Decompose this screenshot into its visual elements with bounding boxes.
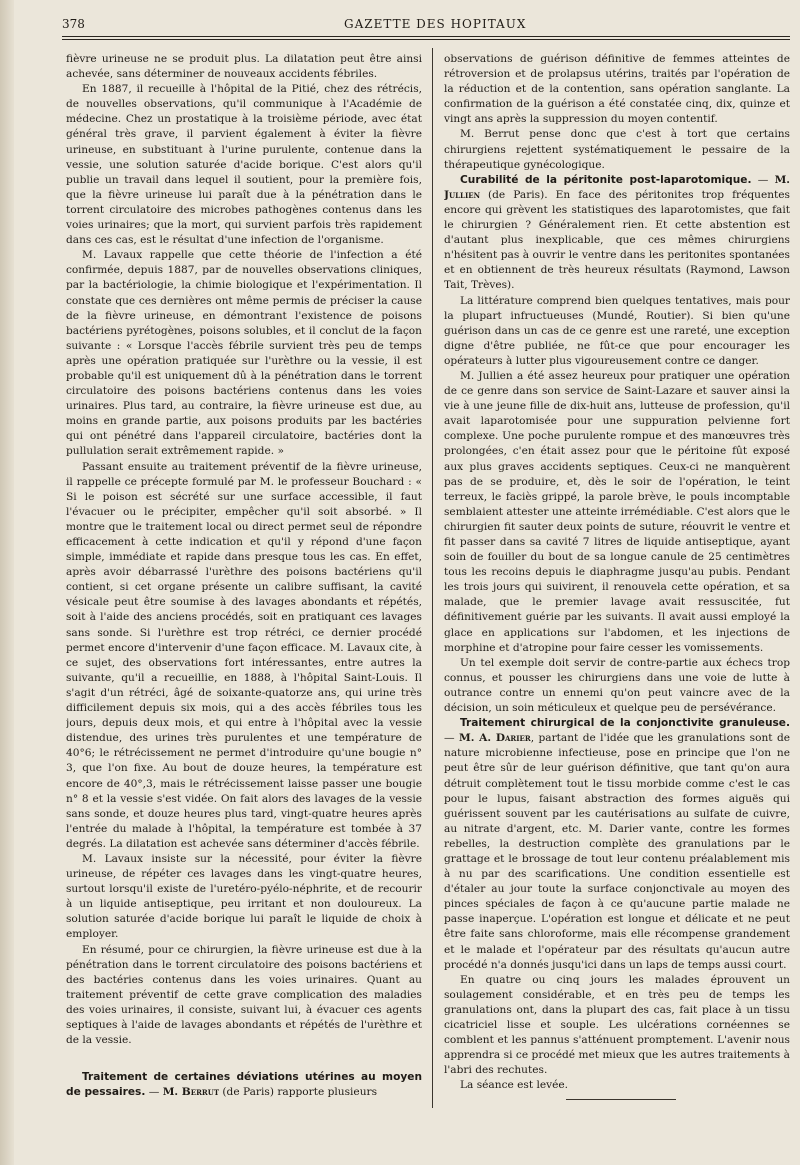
section-title: Curabilité de la péritonite post-laparotomique. [460,173,752,186]
column-divider [432,48,433,1108]
paragraph: Un tel exemple doit servir de contre-partie aux échecs trop connus, et pousser les chirurgiens dans une voie de lutte à outrance contre un ennemi qu'on peut vaincre avec de la décision, un soin méticuleux et quelque peu de persévérance. [444,656,790,715]
section-author: M. Jullien [444,173,790,201]
paragraph: En résumé, pour ce chirurgien, la fièvre urineuse est due à la pénétration dans le torrent circulatoire des poisons bactériens et des bactéries contenus dans les voies urinaires. Quant au traitement préventif de cette grave complication des maladies des voies urinaires, il consiste, suivant lui, à évacuer ces agents septiques à l'aide de lavages abondants et répétés de l'urèthre et de la vessie. [66,943,422,1047]
running-title: GAZETTE DES HOPITAUX [344,17,527,31]
section-text: (de Paris). En face des péritonites trop fréquentes encore qui grèvent les statistiques des laparotomistes, que fait le chirurgien ? Généralement rien. Et cette abstention est d'autant plus inexplicable, que ces mêmes chirurgiens n'hésitent pas à ouvrir le ventre dans les peritonites spontanées et en obtiennent de très heureux résultats (Raymond, Lawson Tait, Trèves). [444,188,790,292]
end-rule [566,1099,676,1100]
paragraph: En 1887, il recueille à l'hôpital de la Pitié, chez des rétrécis, de nouvelles observations, qu'il communique à l'Académie de médecine. Chez un prostatique à la troisième période, avec état général très grave, il parvient également à éviter la fièvre urineuse, en substituant à l'urine purulente, contenue dans la vessie, une solution saturée d'acide borique. C'est alors qu'il publie un travail dans lequel il soutient, pour la première fois, que la fièvre urineuse lui paraît due à la pénétration dans le torrent circulatoire des microbes pathogènes contenus dans les voies urinaires; que la mort, qui survient parfois très rapidement dans ces cas, est le résultat d'une infection de l'organisme. [66,83,422,247]
section-text: (de Paris) rapporte plusieurs [219,1086,378,1099]
header-rule [62,39,790,40]
paragraph: M. Jullien a été assez heureux pour pratiquer une opération de ce genre dans son service de Saint-Lazare et sauver ainsi la vie à une jeune fille de dix-huit ans, lutteuse de profession, qu'il avait laparotomisée pour une suppuration pelvienne fort complexe. Une poche purulente rompue et des manœuvres très prolongées, c'en était assez pour que le péritoine fût exposé aux plus graves accidents septiques. Ceux-ci ne manquèrent pas de se produire, et, dès le soir de l'opération, le teint terreux, le faciès grippé, la parole brève, le pouls incomptable semblaient attester une atteinte irrémédiable. C'est alors que le chirurgien fit sauter deux points de suture, réouvrit le ventre et fit passer dans sa cavité 7 litres de liquide antiseptique, ayant soin de fouiller du bout de sa longue canule de 25 centimètres tous les recoins depuis le diaphragme jusqu'au pubis. Pendant les trois jours qui suivirent, il renouvela cette opération, et sa malade, que le premier lavage avait ressuscitée, fut définitivement guérie par les suivants. Il avait aussi employé la glace en applications sur l'abdomen, et les injections de morphine et d'atropine pour faire cesser les vomissements. [444,369,790,654]
paragraph: Passant ensuite au traitement préventif de la fièvre urineuse, il rappelle ce précepte formulé par M. le professeur Bouchard : « Si le poison est sécrété sur une surface accessible, il faut l'évacuer ou le précipiter, empêcher qu'il soit absorbé. » Il montre que le traitement local ou direct permet seul de répondre efficacement à cette indication et qu'il y répond d'une façon simple, immédiate et rapide dans presque tous les cas. En effet, après avoir débarrassé l'urèthre des poisons bactériens qu'il contient, si cet organe présente un calibre suffisant, la cavité vésicale peut être soumise à des lavages abondants et répétés, soit à l'aide des anciens procédés, soit en pratiquant ces lavages sans sonde. Si l'urèthre est trop rétréci, ce dernier procédé permet encore d'intervenir d'une façon efficace. M. Lavaux cite, à ce sujet, des observations fort intéressantes, entre autres la suivante, qu'il a recueillie, en 1888, à l'hôpital Saint-Louis. Il s'agit d'un rétréci, âgé de soixante-quatorze ans, qui urine très difficilement depuis six mois, qui a des accès fébriles tous les jours, depuis deux mois, et qui entre à l'hôpital avec la vessie distendue, des urines très purulentes et une température de 40°6; le rétrécissement ne permet d'introduire qu'une bougie n° 3, que l'on fixe. Au bout de douze heures, la température est encore de 40°,3, mais le rétrécissement laisse passer une bougie n° 8 et la vessie s'est vidée. On fait alors des lavages de la vessie sans sonde, et douze heures plus tard, vingt-quatre heures après l'entrée du malade à l'hôpital, la température est tombée à 37 degrés. La dilatation est achevée sans déterminer d'accès fébrile. [66,460,422,850]
binding-edge [0,0,14,1165]
right-column [444,52,790,1132]
section-author: M. A. Darier [459,732,531,745]
section-dash: — [145,1086,163,1099]
paragraph: M. Berrut pense donc que c'est à tort que certains chirurgiens rejettent systématiquement le pessaire de la thérapeutique gynécologique. [444,128,790,171]
section-text: , partant de l'idée que les granulations sont de nature microbienne infectieuse, pose en principe que l'on ne peut être sûr de leur guérison définitive, que tant qu'on aura détruit complètement tout le tissu morbide comme c'est le cas pour le lupus, faisant abstraction des formes aiguës qui guérissent souvent par les cautérisations au sulfate de cuivre, au nitrate d'argent, etc. M. Darier vante, contre les formes rebelles, la destruction complète des granulations par le grattage et le brossage de tout leur contenu préalablement mis à nu par des scarifications. Une condition essentielle est d'étaler au jour toute la surface conjonctivale au moyen des pinces spéciales de façon à ce qu'aucune partie malade ne passe inaperçue. L'opération est longue et délicate et ne peut être faite sans chloroforme, mais elle récompense grandement et le malade et l'opérateur par des résultats qu'aucun autre procédé n'a donnés jusqu'ici dans un laps de temps aussi court. [444,732,790,971]
closing-line: La séance est levée. [460,1079,569,1092]
section-peritonite [444,173,790,294]
paragraph: M. Lavaux insiste sur la nécessité, pour éviter la fièvre urineuse, de répéter ces lavages dans les vingt-quatre heures, surtout lorsqu'il existe de l'uretéro-pyélo-néphrite, et de recourir à un liquide antiseptique, peu irritant et non douloureux. La solution saturée d'acide borique lui paraît le liquide de choix à employer. [66,852,422,941]
paragraph: fièvre urineuse ne se produit plus. La dilatation peut être ainsi achevée, sans déterminer de nouveaux accidents fébriles. [66,53,422,81]
section-title: Traitement de certaines déviations utérines au moyen de pessaires. [66,1071,422,1099]
page-number: 378 [62,17,85,31]
header-rule [62,36,790,37]
section-conjonctivite [444,716,790,973]
page-header [62,15,790,37]
paragraph: En quatre ou cinq jours les malades éprouvent un soulagement considérable, et en très peu de temps les granulations ont, dans la plupart des cas, fait place à un tissu cicatriciel lisse et souple. Les ulcérations cornéennes se comblent et les pannus s'atténuent promptement. L'avenir nous apprendra si ce procédé met mieux que les autres traitements à l'abri des rechutes. [444,973,790,1077]
paragraph: observations de guérison définitive de femmes atteintes de rétroversion et de prolapsus utérins, traités par l'opération de la réduction et de la contention, sans opération sanglante. La confirmation de la guérison a été constatée cinq, dix, quinze et vingt ans après la suppression du moyen contentif. [444,53,790,126]
section-dash: — [751,173,775,186]
paragraph: La littérature comprend bien quelques tentatives, mais pour la plupart infructueuses (Mundé, Routier). Si bien qu'une guérison dans un cas de ce genre est une rareté, une exception digne d'être publiée, ne fût-ce que pour encourager les opérateurs à lutter plus vigoureusement contre ce danger. [444,294,790,367]
section-pessaires [66,1070,422,1100]
section-dash: — [444,732,460,745]
left-column [66,52,422,1132]
section-title: Traitement chirurgical de la conjonctivite granuleuse. [460,717,790,730]
section-author: M. Berrut [162,1086,220,1099]
paragraph: M. Lavaux rappelle que cette théorie de l'infection a été confirmée, depuis 1887, par de nouvelles observations cliniques, par la bactériologie, la chimie biologique et l'expérimentation. Il constate que ces dernières ont même permis de préciser la cause de la fièvre urineuse, en démontrant l'existence de poisons bactériens pyrétogènes, poisons solubles, et il conclut de la façon suivante : « Lorsque l'accès fébrile survient très peu de temps après une opération pratiquée sur l'urèthre ou la vessie, il est probable qu'il est uniquement dû à la pénétration dans le torrent circulatoire des poisons bactériens contenus dans les voies urinaires. Plus tard, au contraire, la fièvre urineuse est due, au moins en grande partie, aux poisons produits par les bactéries qui ont pénétré dans l'appareil circulatoire, bactéries dont la pullulation serait extrêmement rapide. » [66,249,422,458]
